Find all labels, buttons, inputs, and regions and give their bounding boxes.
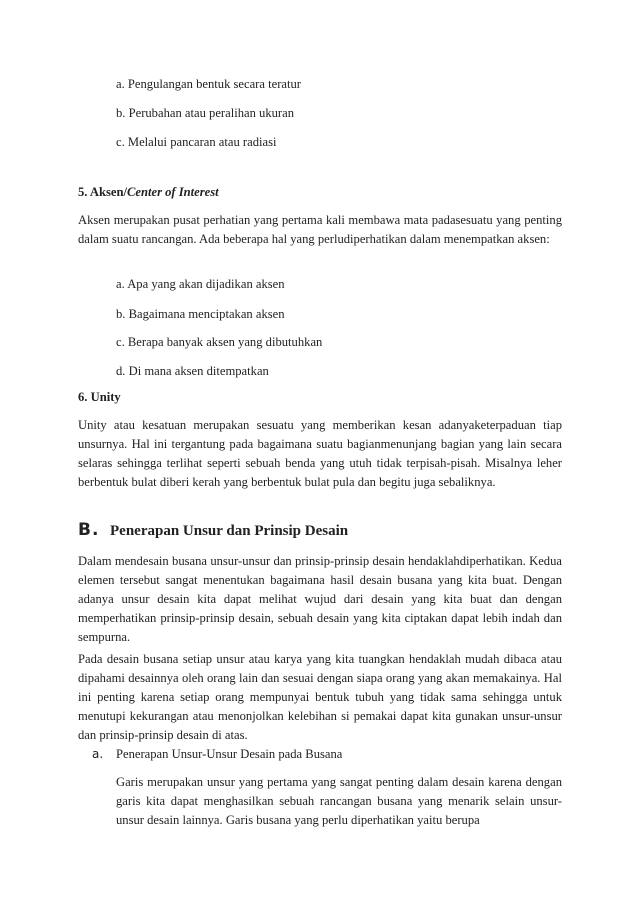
sub-section-a-marker: a. [92,747,104,761]
aksen-heading-number: 5. Aksen/ [78,185,127,199]
section-b-paragraph-1: Dalam mendesain busana unsur-unsur dan prinsip-prinsip desain hendaklahdiperhatikan. Kedua elemen tersebut sangat menentukan bagaimana hasil desain busana yang kita buat. Dengan adanya unsur desain kita dapat melihat wujud dari desain yang kita buat dan dengan memperhatikan prinsip-prinsip desain, sebuah desain yang kita ciptakan dapat lebih indah dan sempurna. [78,554,562,644]
section-b-paragraph-2: Pada desain busana setiap unsur atau karya yang kita tuangkan hendaklah mudah dibaca atau dipahami desainnya oleh orang lain dan sesuai dengan siapa orang yang akan memakainya. Hal ini penting karena setiap orang mempunyai bentuk tubuh yang tidak sama sehingga untuk menutupi kekurangan atau menonjolkan kelebihan si pemakai dapat kita gunakan unsur-unsur dan prinsip-prinsip desain di atas. [78,652,562,742]
aksen-item-c: c. Berapa banyak aksen yang dibutuhkan [116,335,323,349]
aksen-heading [78,184,219,200]
unity-heading: 6. Unity [78,390,121,404]
section-b-letter: B. [78,520,100,540]
list-item-c: c. Melalui pancaran atau radiasi [116,135,277,149]
aksen-item-a: a. Apa yang akan dijadikan aksen [116,277,285,291]
sub-section-a-heading [92,746,342,762]
list-item-b: b. Perubahan atau peralihan ukuran [116,106,294,120]
aksen-item-d: d. Di mana aksen ditempatkan [116,364,269,378]
list-item-a: a. Pengulangan bentuk secara teratur [116,77,301,91]
sub-section-a-paragraph: Garis merupakan unsur yang pertama yang sangat penting dalam desain karena dengan garis kita dapat menghasilkan sebuah rancangan busana yang menarik selain unsur-unsur desain lainnya. Garis busana yang perlu diperhatikan yaitu berupa [116,775,562,827]
unity-paragraph: Unity atau kesatuan merupakan sesuatu yang memberikan kesan adanyaketerpaduan tiap unsurnya. Hal ini tergantung pada bagaimana suatu bagianmenunjang bagian yang lain secara selaras sehingga terlihat seperti sebuah benda yang utuh tidak terpisah-pisah. Misalnya leher berbentuk bulat diberi kerah yang berbentuk bulat pula dan begitu juga sebaliknya. [78,418,562,489]
aksen-paragraph: Aksen merupakan pusat perhatian yang pertama kali membawa mata padasesuatu yang penting dalam suatu rancangan. Ada beberapa hal yang perludiperhatikan dalam menempatkan aksen: [78,213,562,246]
section-b-heading [78,520,348,544]
sub-section-a-title: Penerapan Unsur-Unsur Desain pada Busana [116,747,343,761]
aksen-heading-italic: Center of Interest [127,185,219,199]
section-b-title: Penerapan Unsur dan Prinsip Desain [110,523,349,539]
aksen-item-b: b. Bagaimana menciptakan aksen [116,307,285,321]
